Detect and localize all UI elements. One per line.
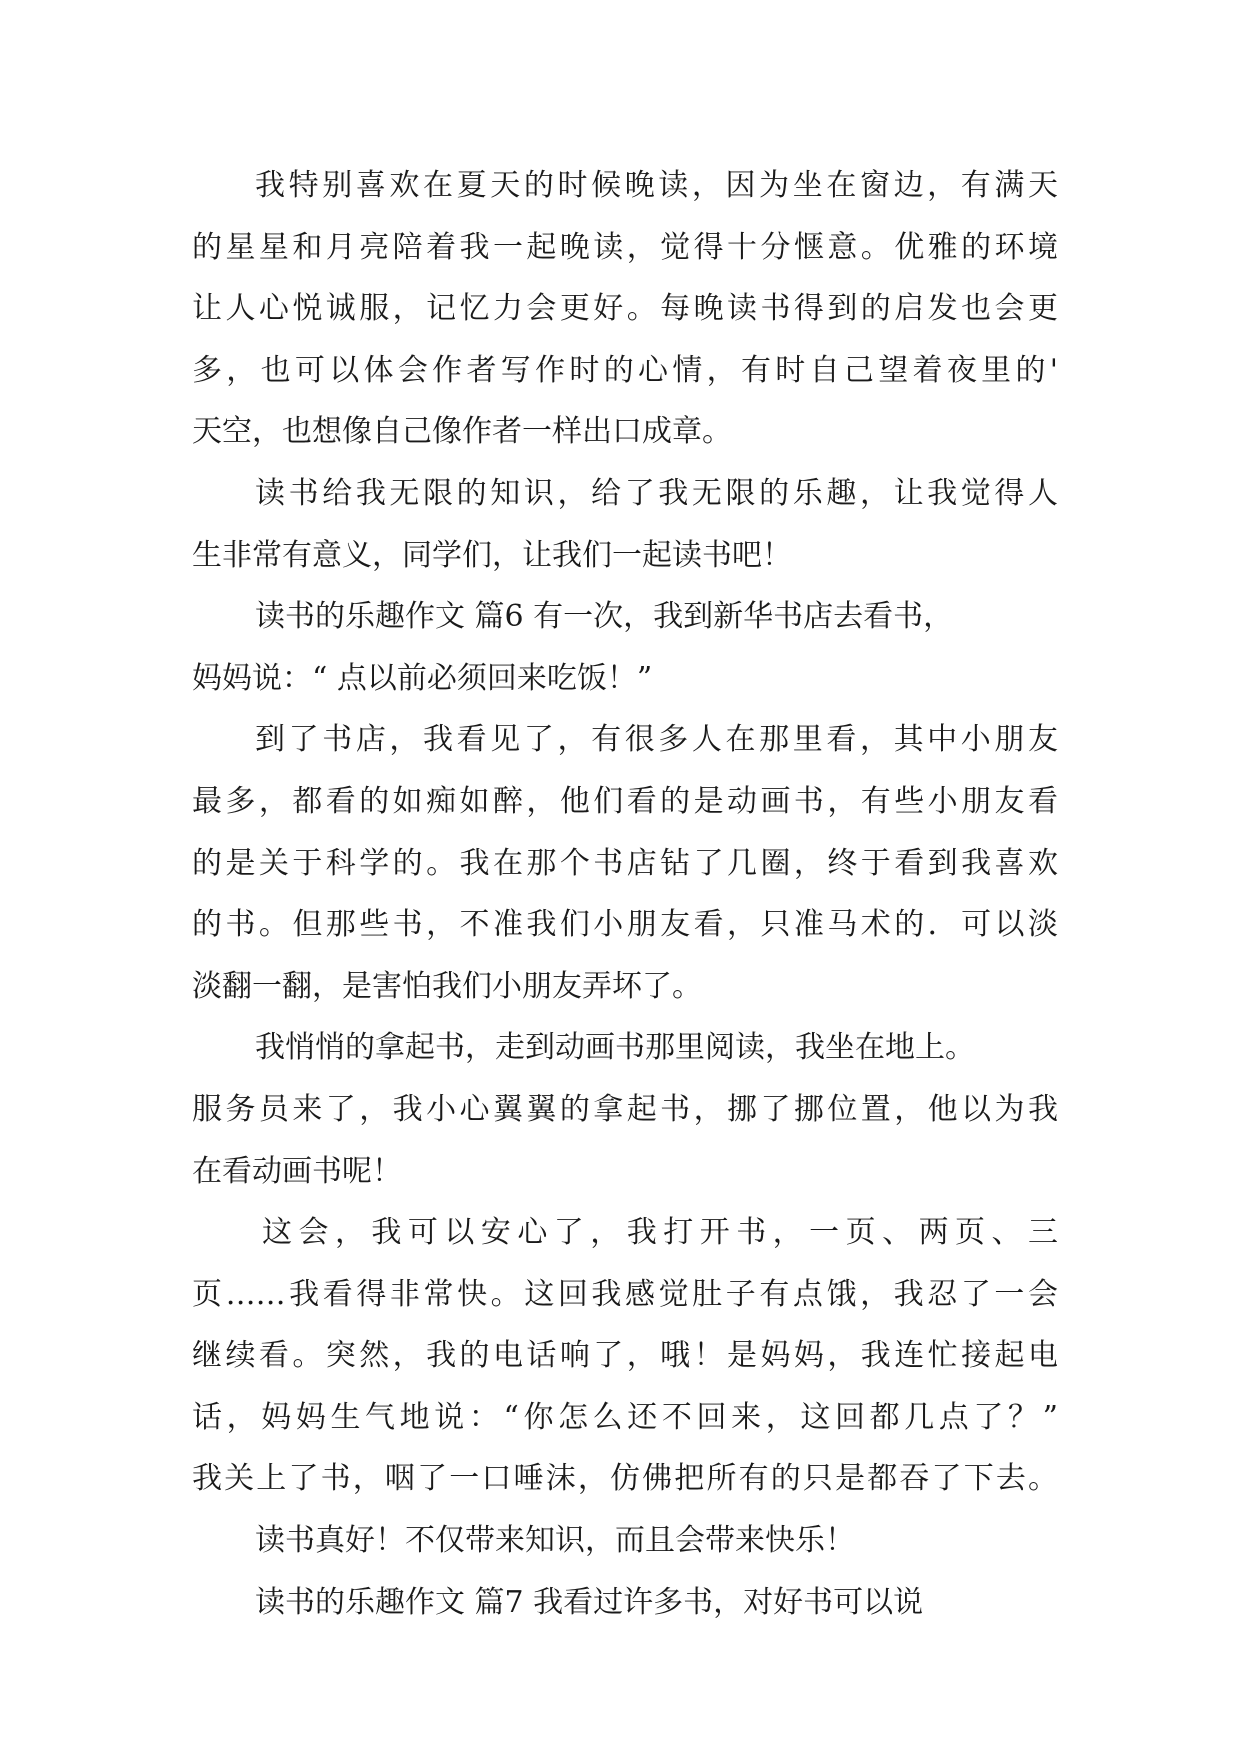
text-line: 读书真好！不仅带来知识，而且会带来快乐！ (255, 1523, 855, 1559)
text-line: 妈妈说：“ 点以前必须回来吃饭！” (192, 660, 653, 696)
text-line: 我特别喜欢在夏天的时候晚读，因为坐在窗边，有满天 (255, 168, 1058, 203)
text-line: 我关上了书，咽了一口唾沫，仿佛把所有的只是都吞了下去。 (192, 1461, 1058, 1497)
section-heading-line: 读书的乐趣作文 篇7 我看过许多书，对好书可以说 (255, 1584, 924, 1620)
text-line: 让人心悦诚服，记忆力会更好。每晚读书得到的启发也会更 (192, 291, 1058, 327)
text-line: 读书给我无限的知识，给了我无限的乐趣，让我觉得人 (255, 475, 1058, 511)
text-line: 页……我看得非常快。这回我感觉肚子有点饿，我忍了一会 (192, 1276, 1058, 1312)
text-line: 生非常有意义，同学们，让我们一起读书吧！ (192, 537, 792, 573)
text-line: 的书。但那些书，不准我们小朋友看，只准马术的．可以淡 (192, 907, 1058, 943)
text-line: 的是关于科学的。我在那个书店钻了几圈，终于看到我喜欢 (192, 845, 1058, 881)
text-line: 天空，也想像自己像作者一样出口成章。 (192, 414, 732, 450)
text-line: 服务员来了，我小心翼翼的拿起书，挪了挪位置，他以为我 (192, 1091, 1058, 1127)
text-line: 这会，我可以安心了，我打开书，一页、两页、三 (262, 1215, 1058, 1251)
text-line: 继续看。突然，我的电话响了，哦！是妈妈，我连忙接起电 (192, 1338, 1058, 1374)
essay-body (192, 155, 1058, 1633)
text-line: 到了书店，我看见了，有很多人在那里看，其中小朋友 (255, 722, 1058, 758)
text-line: 的星星和月亮陪着我一起晚读，觉得十分惬意。优雅的环境 (192, 229, 1058, 265)
text-line: 我悄悄的拿起书，走到动画书那里阅读，我坐在地上。 (255, 1030, 975, 1066)
text-line: 淡翻一翻，是害怕我们小朋友弄坏了。 (192, 968, 702, 1004)
text-line: 多，也可以体会作者写作时的心情，有时自己望着夜里的' (192, 352, 1058, 388)
text-line: 在看动画书呢！ (192, 1153, 402, 1189)
section-heading-line: 读书的乐趣作文 篇6 有一次，我到新华书店去看书， (255, 599, 954, 635)
text-line: 话，妈妈生气地说：“你怎么还不回来，这回都几点了？” (192, 1399, 1058, 1435)
text-line: 最多，都看的如痴如醉，他们看的是动画书，有些小朋友看 (192, 783, 1058, 819)
